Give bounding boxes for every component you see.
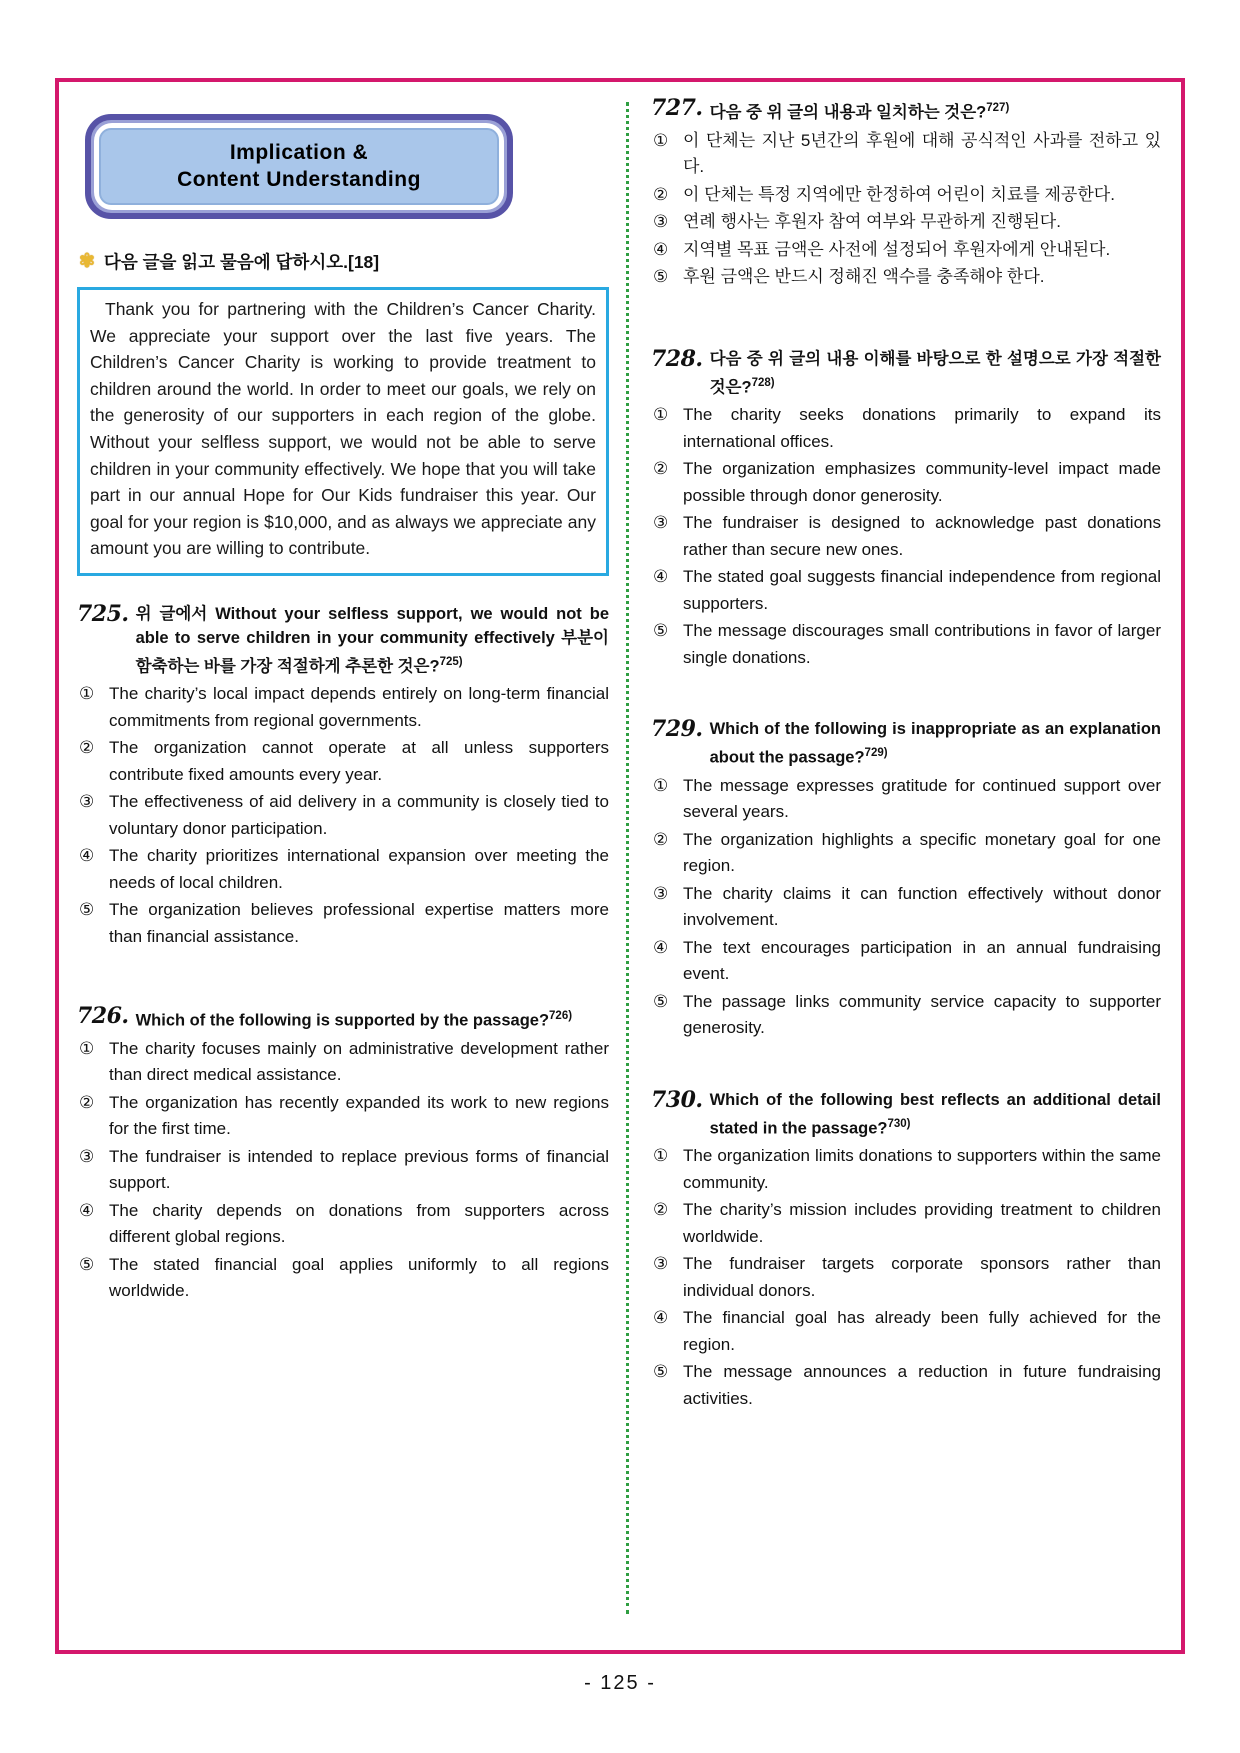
option-text: The stated financial goal applies uniformly to all regions worldwide. — [109, 1254, 609, 1301]
option-text: The charity’s local impact depends entirely on long-term financial commitments from regional governments. — [109, 684, 609, 730]
option-marker: ④ — [653, 937, 669, 957]
option-4 — [79, 843, 609, 896]
footnote-ref: 726) — [549, 1010, 573, 1023]
question-stem: Which of the following is inappropriate as an explanation about the passage?$^{729)}$ — [709, 720, 1161, 767]
question-number: 728. — [651, 345, 703, 372]
option-marker: ③ — [653, 883, 669, 903]
option-text: 지역별 목표 금액은 사전에 설정되어 후원자에게 안내된다. — [683, 239, 1111, 259]
option-5 — [653, 264, 1161, 291]
option-2 — [653, 456, 1161, 509]
option-text: The charity focuses mainly on administrative development rather than direct medical assistance. — [109, 1038, 609, 1085]
question-727 — [651, 96, 1161, 291]
option-text: 후원 금액은 반드시 정해진 액수를 충족해야 한다. — [683, 267, 1045, 286]
option-marker: ⑤ — [653, 991, 669, 1011]
option-text: The message announces a reduction in future fundraising activities. — [683, 1362, 1161, 1408]
option-marker: ② — [653, 459, 669, 478]
option-text: The stated goal suggests financial independence from regional supporters. — [683, 567, 1161, 613]
option-marker: ④ — [653, 1308, 669, 1327]
option-2 — [653, 182, 1161, 209]
option-1 — [653, 128, 1161, 181]
option-text: 연례 행사는 후원자 참여 여부와 무관하게 진행된다. — [683, 212, 1061, 231]
option-5 — [79, 897, 609, 950]
right-column — [625, 82, 1181, 1650]
option-marker: ① — [79, 684, 95, 704]
question-number: 729. — [651, 716, 703, 742]
footnote-ref: 727) — [986, 102, 1010, 114]
option-5 — [79, 1252, 609, 1305]
question-725 — [77, 602, 609, 951]
option-text: 이 단체는 지난 5년간의 후원에 대해 공식적인 사과를 전하고 있다. — [683, 130, 1161, 176]
option-text: The charity prioritizes international expansion over meeting the needs of local children. — [109, 846, 609, 892]
footnote-ref: 725) — [439, 655, 463, 668]
question-728 — [651, 347, 1161, 672]
question-number: 727. — [651, 95, 703, 121]
option-text: The message discourages small contributions in favor of larger single donations. — [683, 621, 1161, 667]
option-marker: ① — [653, 130, 669, 150]
option-3 — [653, 510, 1161, 563]
option-3 — [79, 789, 609, 842]
option-marker: ② — [79, 738, 95, 758]
option-4 — [653, 935, 1161, 988]
instruction-text: 다음 글을 읽고 물음에 답하시오.[18] — [103, 252, 380, 272]
option-marker: ③ — [79, 792, 95, 812]
left-column — [59, 82, 625, 1650]
option-text: The organization cannot operate at all unless supporters contribute fixed amounts every year. — [109, 738, 609, 784]
footnote-ref: 730) — [887, 1117, 911, 1130]
option-text: The fundraiser is intended to replace previous forms of financial support. — [109, 1146, 609, 1193]
question-726 — [77, 1004, 609, 1305]
question-729 — [651, 717, 1161, 1042]
question-number: 726. — [77, 1003, 129, 1030]
option-marker: ③ — [653, 513, 669, 532]
option-marker: ② — [653, 829, 669, 849]
option-text: The message expresses gratitude for continued support over several years. — [683, 775, 1161, 821]
option-marker: ③ — [79, 1146, 95, 1166]
option-1 — [653, 773, 1161, 826]
section-header-badge — [85, 114, 513, 219]
option-marker: ④ — [653, 239, 669, 259]
option-2 — [653, 827, 1161, 880]
option-text: 이 단체는 특정 지역에만 한정하여 어린이 치료를 제공한다. — [683, 184, 1115, 204]
option-text: The passage links community service capacity to supporter generosity. — [683, 991, 1161, 1037]
option-1 — [79, 681, 609, 734]
option-5 — [653, 618, 1161, 671]
option-marker: ② — [653, 1200, 669, 1219]
badge-title-line2: Content Understanding — [177, 168, 421, 191]
option-5 — [653, 989, 1161, 1042]
flower-icon: ✾ — [79, 251, 95, 272]
question-stem: Which of the following best reflects an additional detail stated in the passage?$^{730)}$ — [709, 1090, 1161, 1137]
option-text: The fundraiser targets corporate sponsors rather than individual donors. — [683, 1254, 1161, 1300]
page-number: - 125 - — [584, 1672, 656, 1694]
option-marker: ③ — [653, 1254, 669, 1273]
option-2 — [79, 735, 609, 788]
option-text: The effectiveness of aid delivery in a community is closely tied to voluntary donor participation. — [109, 792, 609, 838]
option-marker: ② — [653, 184, 669, 204]
instruction-line — [79, 249, 609, 274]
footnote-ref: 729) — [864, 747, 888, 759]
option-5 — [653, 1359, 1161, 1412]
option-3 — [79, 1144, 609, 1197]
column-divider — [626, 102, 629, 1614]
option-marker: ④ — [79, 1200, 95, 1220]
option-4 — [79, 1198, 609, 1251]
option-text: The financial goal has already been fully achieved for the region. — [683, 1308, 1161, 1354]
option-text: The charity claims it can function effectively without donor involvement. — [683, 883, 1161, 929]
passage-box — [77, 287, 609, 576]
option-marker: ③ — [653, 212, 669, 231]
footnote-ref: 728) — [751, 376, 775, 389]
option-text: The organization believes professional expertise matters more than financial assistance. — [109, 900, 609, 946]
option-text: The fundraiser is designed to acknowledge past donations rather than secure new ones. — [683, 513, 1161, 559]
option-marker: ④ — [79, 846, 95, 866]
option-marker: ⑤ — [653, 267, 669, 286]
option-3 — [653, 209, 1161, 236]
option-marker: ① — [79, 1038, 95, 1058]
page-frame — [55, 78, 1185, 1654]
option-3 — [653, 1251, 1161, 1304]
option-marker: ① — [653, 775, 669, 795]
option-text: The organization has recently expanded its work to new regions for the first time. — [109, 1092, 609, 1139]
option-marker: ④ — [653, 567, 669, 586]
option-marker: ⑤ — [653, 621, 669, 640]
option-marker: ① — [653, 405, 669, 424]
option-text: The organization highlights a specific monetary goal for one region. — [683, 829, 1161, 875]
question-stem: 다음 중 위 글의 내용 이해를 바탕으로 한 설명으로 가장 적절한 것은?$^{728)}$ — [709, 349, 1161, 396]
option-text: The charity depends on donations from supporters across different global regions. — [109, 1200, 609, 1247]
question-730 — [651, 1088, 1161, 1413]
question-number: 725. — [77, 600, 129, 627]
option-marker: ⑤ — [79, 1254, 95, 1274]
question-stem: 다음 중 위 글의 내용과 일치하는 것은?$^{727)}$ — [709, 102, 1010, 122]
option-4 — [653, 564, 1161, 617]
option-marker: ② — [79, 1092, 95, 1112]
option-2 — [79, 1090, 609, 1143]
option-text: The charity’s mission includes providing treatment to children worldwide. — [683, 1200, 1161, 1246]
option-1 — [653, 402, 1161, 455]
badge-title-line1: Implication & — [229, 141, 369, 164]
option-marker: ① — [653, 1146, 669, 1165]
question-number: 730. — [651, 1086, 703, 1113]
option-marker: ⑤ — [79, 900, 95, 920]
option-marker: ⑤ — [653, 1362, 669, 1381]
option-text: The charity seeks donations primarily to expand its international offices. — [683, 405, 1161, 451]
option-4 — [653, 237, 1161, 264]
question-stem: 위 글에서 Without your selfless support, we would not be able to serve children in your community effectively 부분이 함축하는 바를 가장 적절하게 추론한 것은?$^{725)}$ — [135, 604, 609, 676]
option-text: The organization emphasizes community-level impact made possible through donor generosity. — [683, 459, 1161, 505]
option-1 — [653, 1143, 1161, 1196]
option-4 — [653, 1305, 1161, 1358]
option-1 — [79, 1036, 609, 1089]
question-stem: Which of the following is supported by the passage?$^{726)}$ — [135, 1010, 573, 1030]
option-text: The text encourages participation in an annual fundraising event. — [683, 937, 1161, 983]
option-2 — [653, 1197, 1161, 1250]
option-text: The organization limits donations to supporters within the same community. — [683, 1146, 1161, 1192]
passage-text: Thank you for partnering with the Children’s Cancer Charity. We appreciate your support over the last five years. The Children’s Cancer Charity is working to provide treatment to children around the world. In order to meet our goals, we rely on the generosity of our supporters in each region of the globe. Without your selfless support, we would not be able to serve children in your community effectively. We hope that you will take part in our annual Hope for Our Kids fundraiser this year. Our goal for your region is $10,000, and as always we appreciate any amount you are willing to contribute. — [90, 299, 596, 559]
option-3 — [653, 881, 1161, 934]
